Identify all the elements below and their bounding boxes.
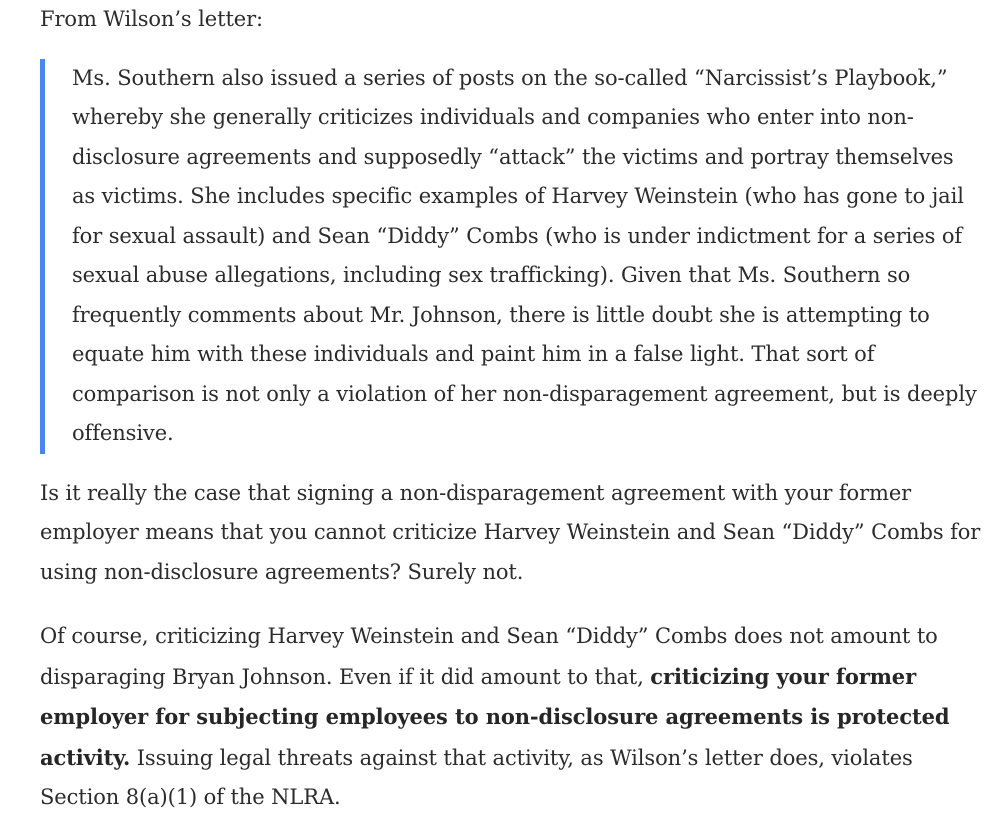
blockquote-text: Ms. Southern also issued a series of posts on the so-called “Narcissist’s Playbook,” whereby she generally criticizes individuals and companies who enter into non-disclosure agreements and supposedly “attack” the victims and portray themselves as victims. She includes specific examples of Harvey Weinstein (who has gone to jail for sexual assault) and Sean “Diddy” Combs (who is under indictment for a series of sexual abuse allegations, including sex trafficking). Given that Ms. Southern so frequently comments about Mr. Johnson, there is little doubt she is attempting to equate him with these individuals and paint him in a false light. That sort of comparison is not only a violation of her non-disparagement agreement, but is deeply offensive.	[72, 65, 977, 445]
paragraph-analysis-bold: criticizing your former employer for subjecting employees to non-disclosure agreements is protected activity.	[40, 663, 950, 770]
paragraph-analysis-part2: Issuing legal threats against that activity, as Wilson’s letter does, violates Section 8(a)(1) of the NLRA.	[40, 745, 913, 809]
paragraph-question: Is it really the case that signing a non-disparagement agreement with your former employer means that you cannot criticize Harvey Weinstein and Sean “Diddy” Combs for using non-disclosure agreements? Surely not.	[40, 480, 981, 584]
intro-text: From Wilson’s letter:	[40, 7, 264, 31]
letter-blockquote	[40, 59, 982, 454]
paragraph-analysis-part1: Of course, criticizing Harvey Weinstein and Sean “Diddy” Combs does not amount to disparaging Bryan Johnson. Even if it did amount to that,	[40, 624, 938, 689]
paragraph-analysis	[40, 617, 985, 818]
article-body	[40, 0, 985, 818]
